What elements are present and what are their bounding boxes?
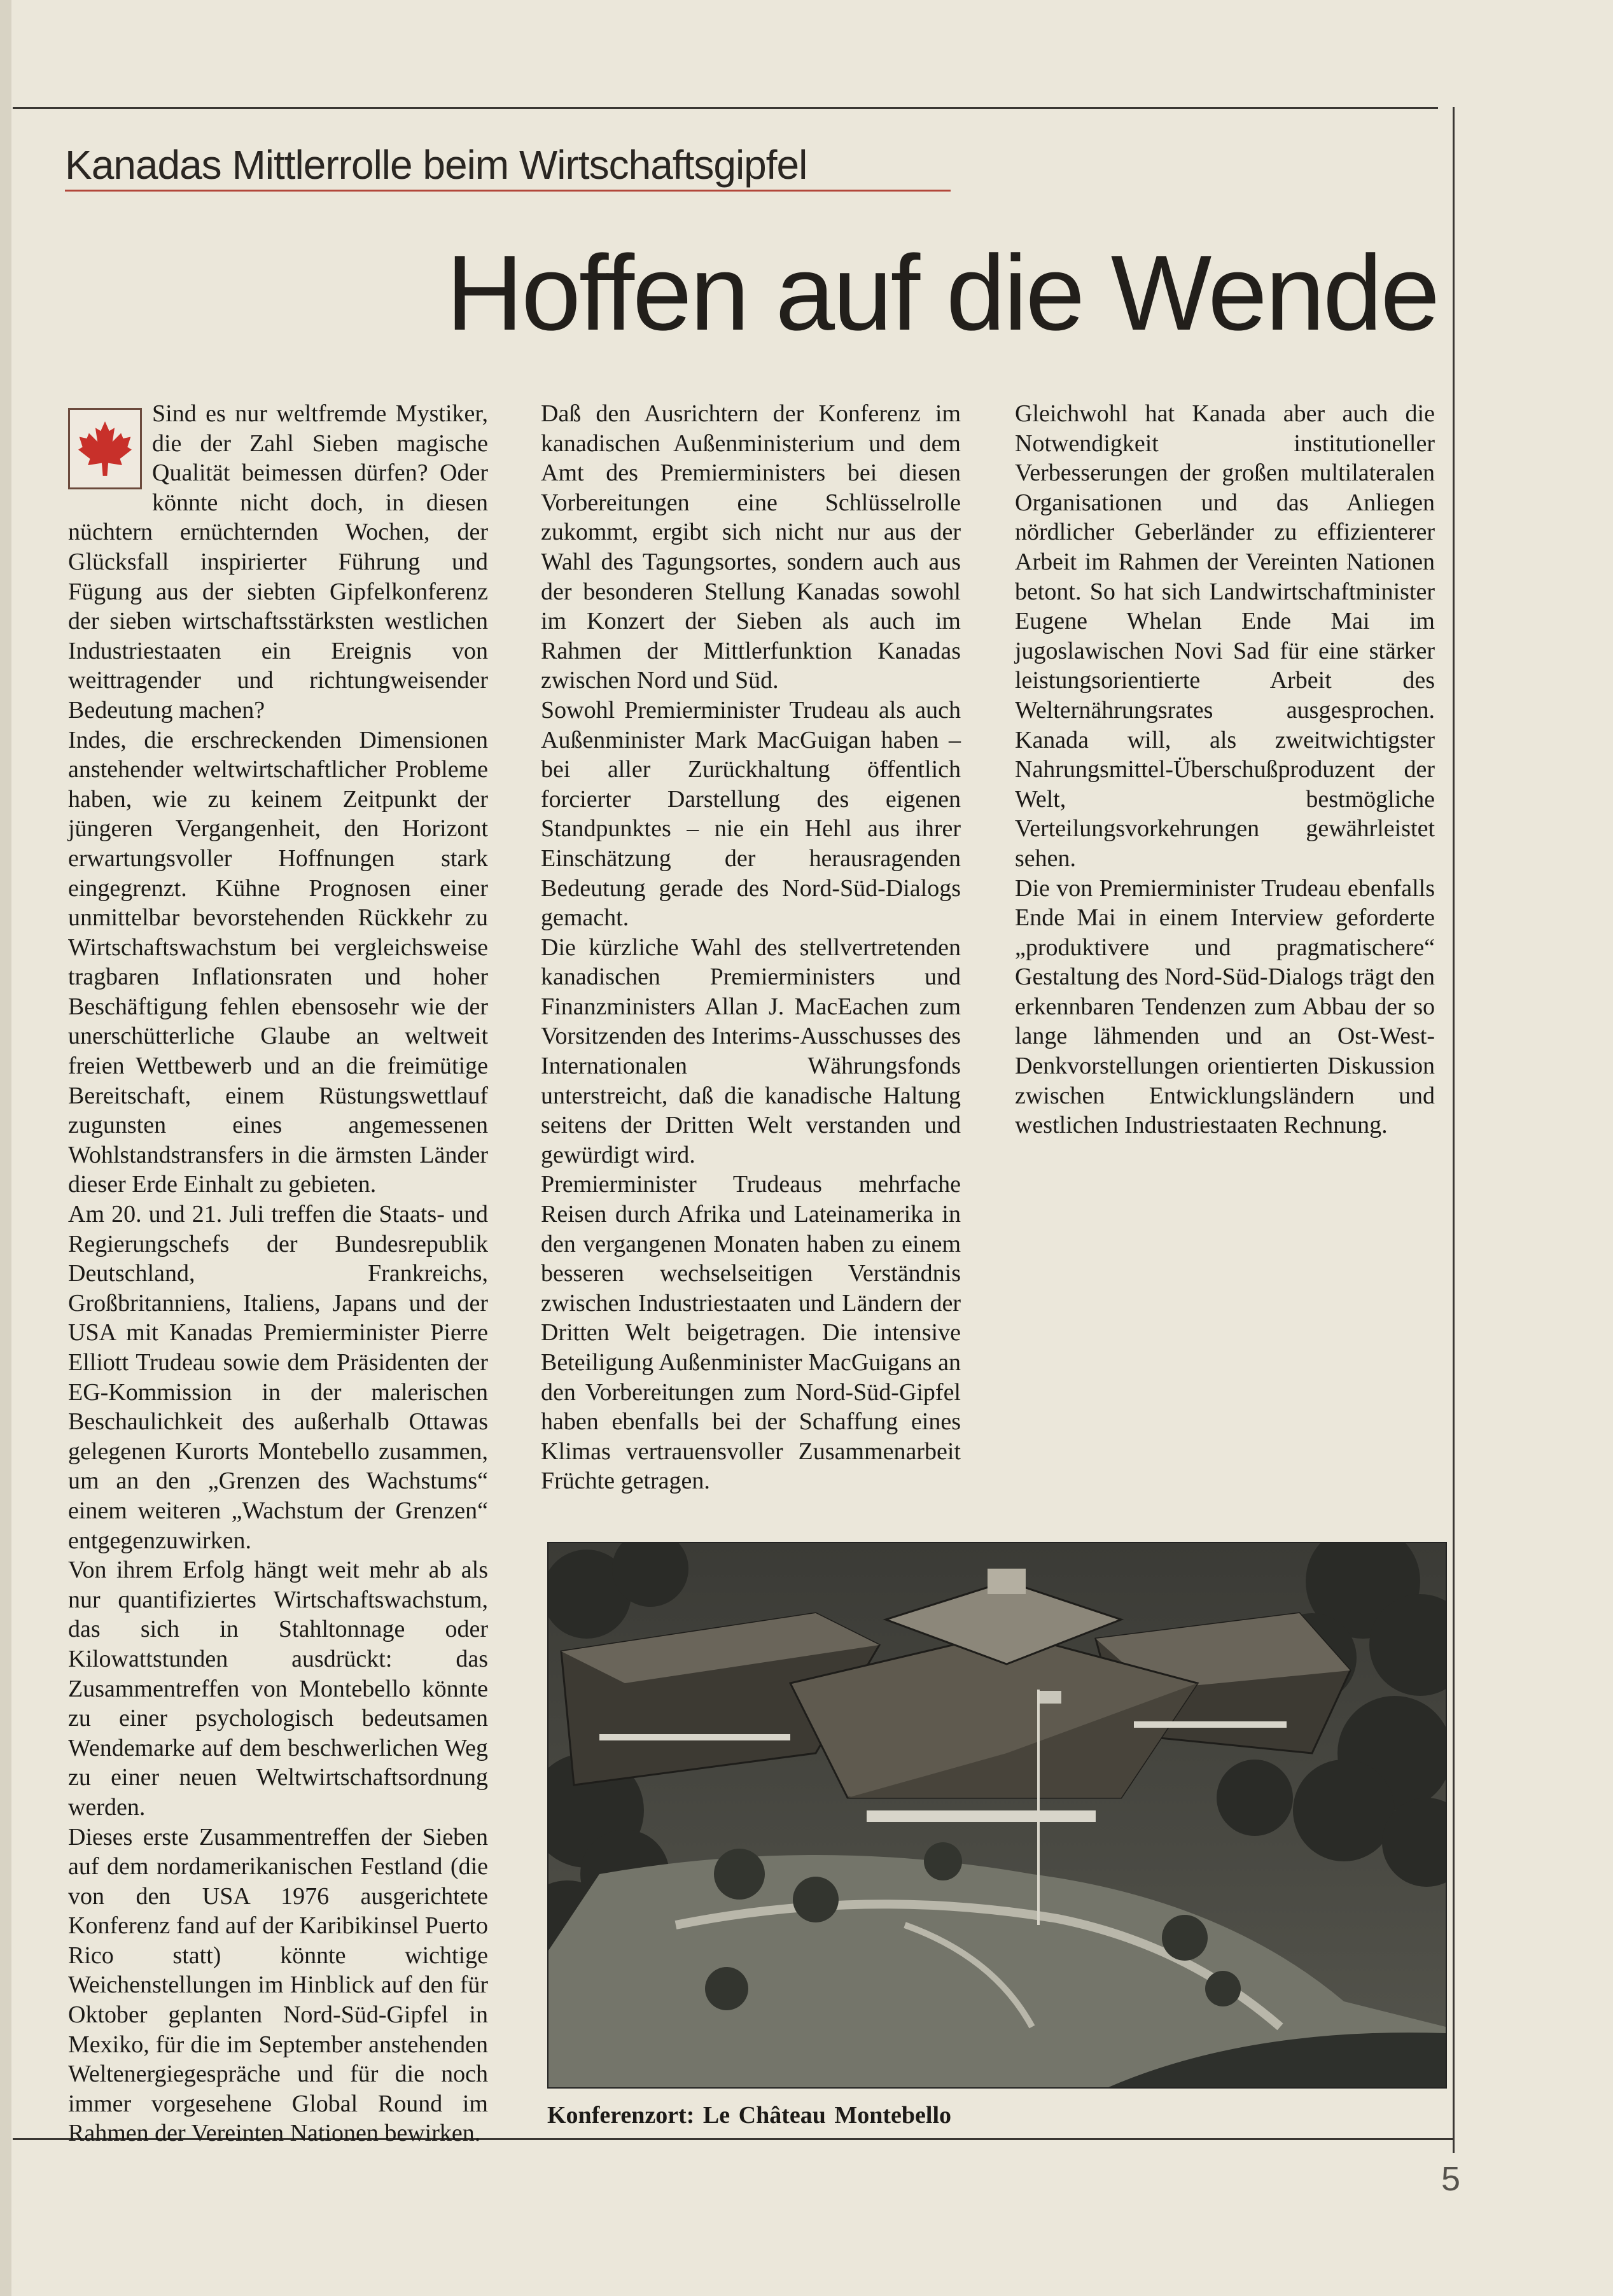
headline: Hoffen auf die Wende [446, 233, 1438, 353]
aerial-photo-chateau [547, 1542, 1447, 2089]
top-rule [13, 107, 1438, 109]
maple-leaf-icon [68, 408, 142, 489]
paragraph: Indes, die erschreckenden Dimensionen anstehender weltwirtschaftlicher Probleme haben, wie zu keinem Zeitpunkt der jüngeren Vergangenheit, den Horizont erwartungsvoller Hoffnungen stark eingegrenzt. Kühne Prognosen einer unmittelbar bevorstehenden Rückkehr zu Wirtschaftswachstum bei vergleichsweise tragbaren Inflationsraten und hoher Beschäftigung fehlen ebensosehr wie der unerschütterliche Glaube an weltweit freien Wettbewerb und an die freimütige Bereitschaft, einem Rüstungswettlauf zugunsten eines angemessenen Wohlstandstransfers in die ärmsten Länder dieser Erde Einhalt zu gebieten. [68, 726, 488, 1198]
page-edge [0, 0, 11, 2296]
paragraph: Premierminister Trudeaus mehrfache Reisen durch Afrika und Lateinamerika in den vergangenen Monaten haben zu einem besseren wechselseitigen Verständnis zwischen Industriestaaten und Ländern der Dritten Welt beigetragen. Die intensive Beteiligung Außenminister MacGuigans an den Vorbereitungen zum Nord-Süd-Gipfel haben ebenfalls bei der Schaffung eines Klimas vertrauensvoller Zusammenarbeit Früchte getragen. [541, 1171, 961, 1495]
paragraph: Gleichwohl hat Kanada aber auch die Notwendigkeit institutioneller Verbesserungen der großen multilateralen Organisationen und das Anliegen nördlicher Geberländer zu effizienterer Arbeit im Rahmen der Vereinten Nationen betont. So hat sich Landwirtschaftminister Eugene Whelan Ende Mai im jugoslawischen Novi Sad für eine stärker leistungsorientierte Arbeit des Welternährungsrates ausgesprochen. Kanada will, als zweitwichtigster Nahrungsmittel-Überschußproduzent der Welt, bestmögliche Verteilungsvorkehrungen gewährleistet sehen. [1015, 400, 1435, 872]
kicker-underline [65, 190, 951, 192]
column-2 [541, 399, 961, 1532]
paragraph: Daß den Ausrichtern der Konferenz im kanadischen Außenministerium und dem Amt des Premierministers bei diesen Vorbereitungen eine Schlüsselrolle zukommt, ergibt sich nicht nur aus der Wahl des Tagungsortes, sondern auch aus der besonderen Stellung Kanadas sowohl im Konzert der Sieben als auch im Rahmen der Mittlerfunktion Kanadas zwischen Nord und Süd. [541, 400, 961, 694]
paragraph: Sind es nur weltfremde Mystiker, die der Zahl Sieben magische Qualität beimessen dürfen? Oder könnte nicht doch, in diesen nüchtern ernüchternden Wochen, der Glücksfall inspirierter Führung und Fügung aus der siebten Gipfelkonferenz der sieben wirtschaftsstärksten westlichen Industriestaaten ein Ereignis von weittragender und richtungweisender Bedeutung machen? [68, 400, 488, 724]
paragraph: Sowohl Premierminister Trudeau als auch Außenminister Mark MacGuigan haben – bei aller Zurückhaltung öffentlich forcierter Darstellung des eigenen Standpunktes – nie ein Hehl aus ihrer Einschätzung der herausragenden Bedeutung gerade des Nord-Süd-Dialogs gemacht. [541, 696, 961, 932]
kicker: Kanadas Mittlerrolle beim Wirtschaftsgipfel [65, 142, 807, 188]
page-number: 5 [1441, 2160, 1461, 2198]
column-3 [1015, 399, 1435, 1500]
paragraph: Von ihrem Erfolg hängt weit mehr ab als nur quantifiziertes Wirtschaftswachstum, das sich in Stahltonnage oder Kilowattstunden ausdrückt: das Zusammentreffen von Montebello könnte zu einer psychologisch bedeutsamen Wendemarke auf dem beschwerlichen Weg zu einer neuen Weltwirtschaftsordnung werden. [68, 1557, 488, 1821]
column-1 [68, 399, 488, 2147]
paragraph: Die von Premierminister Trudeau ebenfalls Ende Mai in einem Interview geforderte „produktivere und pragmatischere“ Gestaltung des Nord-Süd-Dialogs trägt den erkennbaren Tendenzen zum Abbau der so lange lähmenden und an Ost-West-Denkvorstellungen orientierten Diskussion zwischen Entwicklungsländern und westlichen Industriestaaten Rechnung. [1015, 874, 1435, 1139]
right-rule [1453, 107, 1455, 2153]
paragraph: Die kürzliche Wahl des stellvertretenden kanadischen Premierministers und Finanzministers Allan J. MacEachen zum Vorsitzenden des Interims-Ausschusses des Internationalen Währungsfonds unterstreicht, daß die kanadische Haltung seitens der Dritten Welt verstanden und gewürdigt wird. [541, 934, 961, 1168]
paragraph: Am 20. und 21. Juli treffen die Staats- und Regierungschefs der Bundesrepublik Deutschland, Frankreichs, Großbritanniens, Italiens, Japans und der USA mit Kanadas Premierminister Pierre Elliott Trudeau sowie dem Präsidenten der EG-Kommission in der malerischen Beschaulichkeit des außerhalb Ottawas gelegenen Kurorts Montebello zusammen, um an den „Grenzen des Wachstums“ einem weiteren „Wachstum der Grenzen“ entgegenzuwirken. [68, 1201, 488, 1554]
photo-caption: Konferenzort: Le Château Montebello [547, 2102, 952, 2129]
paragraph: Dieses erste Zusammentreffen der Sieben auf dem nordamerikanischen Festland (die von den USA 1976 ausgerichtete Konferenz fand auf der Karibikinsel Puerto Rico statt) könnte wichtige Weichenstellungen im Hinblick auf den für Oktober geplanten Nord-Süd-Gipfel in Mexiko, für die im September anstehenden Weltenergiegespräche und für die noch immer vorgesehene Global Round im Rahmen der Vereinten Nationen bewirken. [68, 1823, 488, 2147]
